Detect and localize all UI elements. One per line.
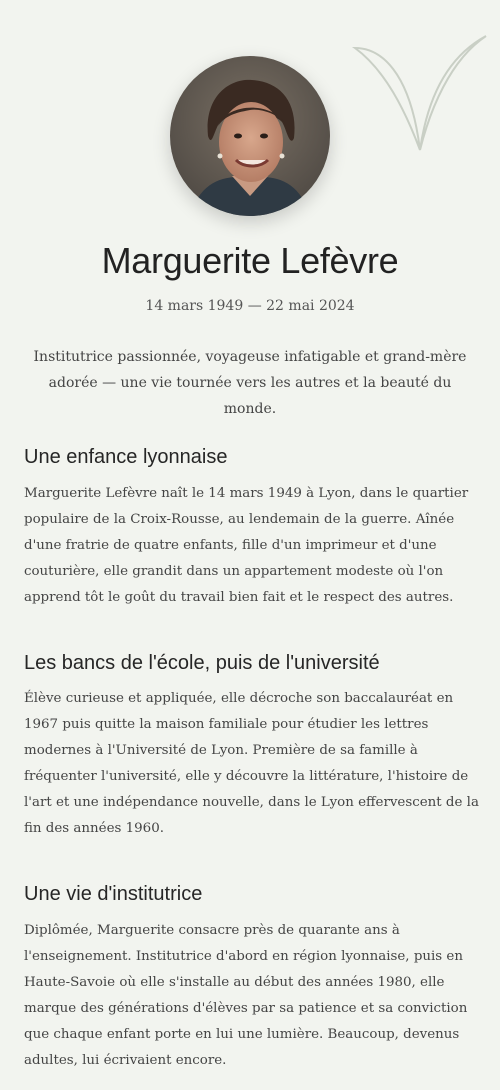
section-body-career: Diplômée, Marguerite consacre près de quarante ans à l'enseignement. Institutrice d'abord en région lyonnaise, puis en Haute-Savoie où elle s'installe au début des années 1980, elle marque des générations d'élèves par sa patience et sa conviction que chaque enfant porte en lui une lumière. Beaucoup, devenus adultes, lui écrivaient encore.: [24, 923, 468, 1068]
section-title-childhood: Une enfance lyonnaise: [24, 446, 228, 468]
section-title-education: Les bancs de l'école, puis de l'université: [24, 652, 380, 674]
section-title-career: Une vie d'institutrice: [24, 883, 203, 905]
life-dates: 14 mars 1949 — 22 mai 2024: [145, 298, 355, 314]
section-body-education: Élève curieuse et appliquée, elle décroche son baccalauréat en 1967 puis quitte la maison familiale pour étudier les lettres modernes à l'Université de Lyon. Première de sa famille à fréquenter l'université, elle y découvre la littérature, l'histoire de l'art et une indépendance nouvelle, dans le Lyon effervescent de la fin des années 1960.: [24, 691, 479, 836]
section-body-childhood: Marguerite Lefèvre naît le 14 mars 1949 à Lyon, dans le quartier populaire de la Croix-Rousse, au lendemain de la guerre. Aînée d'une fratrie de quatre enfants, fille d'un imprimeur et d'une couturière, elle grandit dans un appartement modeste où l'on apprend tôt le goût du travail bien fait et le respect des autres.: [24, 486, 469, 605]
epitaph-text: Institutrice passionnée, voyageuse infatigable et grand-mère adorée — une vie tournée vers les autres et la beauté du monde.: [33, 349, 467, 417]
portrait-photo: [170, 56, 330, 216]
person-name: Marguerite Lefèvre: [101, 240, 399, 281]
leaf-outline-icon: [350, 30, 490, 160]
